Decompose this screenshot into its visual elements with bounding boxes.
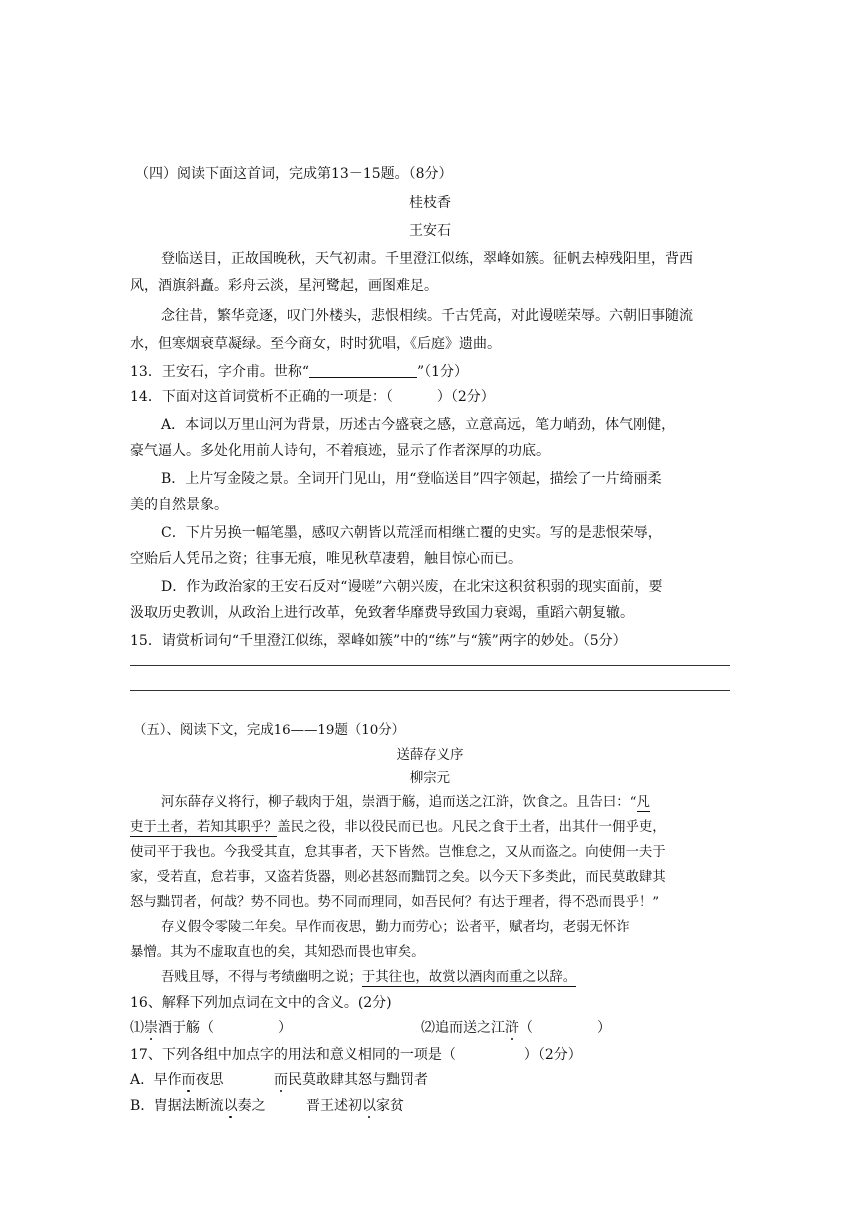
question-17: 17、下列各组中加点字的用法和意义相同的一项是（ ）（2分） bbox=[130, 1047, 582, 1063]
choice-a: A. 早作而夜思 bbox=[130, 1072, 224, 1088]
poem-line: 水，但寒烟衰草凝绿。至今商女，时时犹唱，《后庭》遗曲。 bbox=[130, 336, 501, 352]
poem-line: 登临送目，正故国晚秋，天气初肃。千里澄江似练，翠峰如簇。征帆去棹残阳里，背西 bbox=[161, 251, 693, 267]
answer-line[interactable] bbox=[130, 690, 730, 691]
choice-b: B. 胄据法断流以奏之 bbox=[130, 1098, 266, 1114]
essay-line: 吾贱且辱，不得与考绩幽明之说；于其往也，故赏以酒肉而重之以辞。 bbox=[161, 970, 577, 985]
option-d: D．作为政治家的王安石反对“谩嗟”六朝兴废，在北宋这积贫积弱的现实面前，要 bbox=[161, 579, 663, 595]
question-13: 13．王安石，字介甫。世称“ ”（1分） bbox=[130, 364, 469, 380]
option-a: A．本词以万里山河为背景，历述古今盛衰之感，立意高远，笔力峭劲，体气刚健， bbox=[161, 417, 676, 433]
essay-title: 送薛存义序 bbox=[396, 748, 464, 763]
essay-line: 吏于土者，若知其职乎？盖民之役，非以役民而已也。凡民之食于土者，出其什一佣乎吏， bbox=[130, 820, 666, 835]
poem-title: 桂枝香 bbox=[409, 195, 451, 211]
section5-heading: （五）、阅读下文，完成16——19题（10分） bbox=[133, 723, 406, 738]
essay-line: 怒与黜罚者，何哉？势不同也。势不同而理同，如吾民何？有达于理者，得不恐而畏乎！” bbox=[130, 895, 660, 910]
option-c-cont: 空贻后人凭吊之资；往事无痕，唯见秋草凄碧，触目惊心而已。 bbox=[130, 551, 522, 567]
question-16-2: ⑵追而送之江浒（ ） bbox=[421, 1020, 611, 1036]
essay-author: 柳宗元 bbox=[409, 771, 451, 786]
question-15: 15．请赏析词句“千里澄江似练，翠峰如簇”中的“练”与“簇”两字的妙处。（5分） bbox=[130, 633, 627, 649]
question-16: 16、解释下列加点词在文中的含义。(2分) bbox=[130, 995, 392, 1011]
poem-author: 王安石 bbox=[409, 223, 451, 239]
answer-line[interactable] bbox=[130, 665, 730, 666]
essay-line: 暴憎。其为不虚取直也的矣，其知恐而畏也审矣。 bbox=[130, 945, 425, 960]
answer-blank[interactable] bbox=[309, 363, 417, 378]
option-b: B．上片写金陵之景。全词开门见山，用“登临送目”四字领起，描绘了一片绮丽柔 bbox=[161, 471, 662, 487]
choice-a-pair: 而民莫敢肆其怒与黜罚者 bbox=[274, 1072, 428, 1088]
poem-line: 念往昔，繁华竞逐，叹门外楼头，悲恨相续。千古凭高，对此谩嗟荣辱。六朝旧事随流 bbox=[161, 308, 693, 324]
choice-b-pair: 晋王述初以家贫 bbox=[306, 1098, 404, 1114]
essay-line: 家，受若直，怠若事，又盗若货器，则必甚怒而黜罚之矣。以今天下多类此，而民莫敢肆其 bbox=[130, 870, 666, 885]
section4-heading: （四）阅读下面这首词，完成第13－15题。（8分） bbox=[135, 166, 453, 182]
poem-line: 风，酒旗斜矗。彩舟云淡，星河鹭起，画图难足。 bbox=[130, 278, 438, 294]
option-d-cont: 汲取历史教训，从政治上进行改革，免致奢华靡费导致国力衰竭，重蹈六朝复辙。 bbox=[130, 605, 634, 621]
essay-line: 存义假令零陵二年矣。早作而夜思，勤力而劳心；讼者平，赋者均，老弱无怀诈 bbox=[161, 920, 630, 935]
question-16-1: ⑴崇酒于觞（ ） bbox=[130, 1020, 292, 1036]
essay-line: 使司平于我也。今我受其直，怠其事者，天下皆然。岂惟怠之，又从而盗之。向使佣一夫于 bbox=[130, 845, 666, 860]
question-14: 14．下面对这首词赏析不正确的一项是：（ ）（2分） bbox=[130, 389, 495, 405]
option-c: C．下片另换一幅笔墨，感叹六朝皆以荒淫而相继亡覆的史实。写的是悲恨荣辱， bbox=[161, 525, 662, 541]
essay-line: 河东薛存义将行，柳子载肉于俎，崇酒于觞，追而送之江浒，饮食之。且告曰：“凡 bbox=[161, 795, 650, 810]
option-b-cont: 美的自然景象。 bbox=[130, 497, 228, 513]
option-a-cont: 豪气逼人。多处化用前人诗句，不着痕迹，显示了作者深厚的功底。 bbox=[130, 443, 550, 459]
